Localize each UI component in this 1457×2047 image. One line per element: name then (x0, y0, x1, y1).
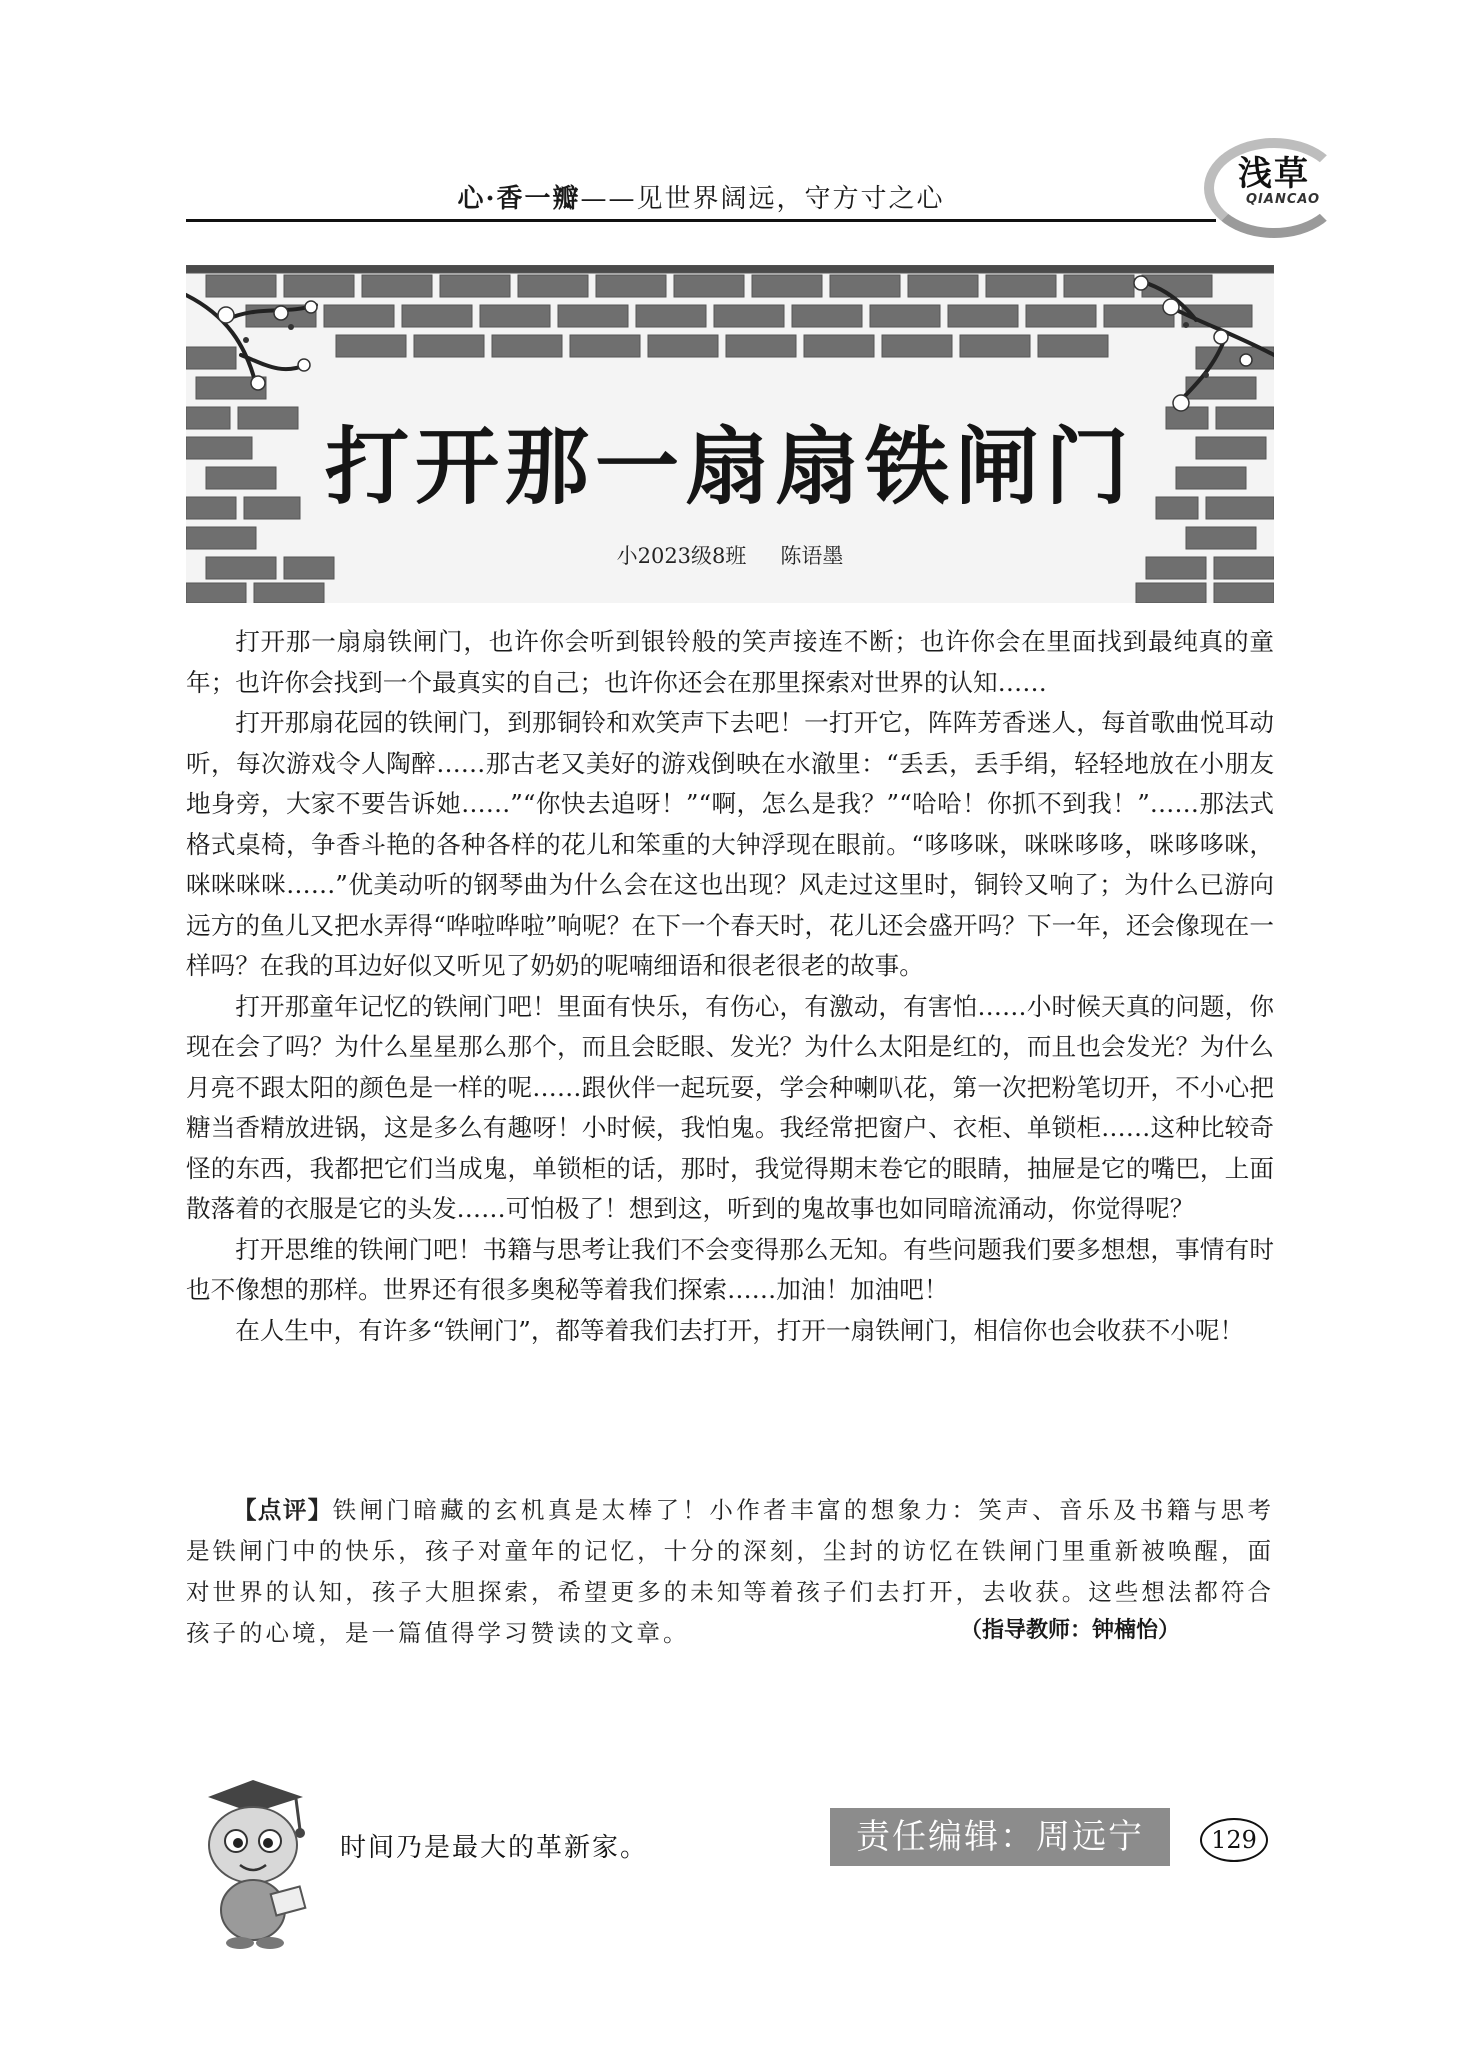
paragraph: 打开那扇花园的铁闸门，到那铜铃和欢笑声下去吧！一打开它，阵阵芳香迷人，每首歌曲悦耳动听，每次游戏令人陶醉……那古老又美好的游戏倒映在水澈里：“丢丢，丢手绢，轻轻地放在小朋友地身旁，大家不要告诉她……”“你快去追呀！”“啊，怎么是我？”“哈哈！你抓不到我！”……那法式格式桌椅，争香斗艳的各种各样的花儿和笨重的大钟浮现在眼前。“哆哆咪，咪咪哆哆，咪哆哆咪，咪咪咪咪……”优美动听的钢琴曲为什么会在这也出现？风走过这里时，铜铃又响了；为什么已游向远方的鱼儿又把水弄得“哗啦哗啦”响呢？在下一个春天时，花儿还会盛开吗？下一年，还会像现在一样吗？在我的耳边好似又听见了奶奶的呢喃细语和很老很老的故事。 (186, 708, 1274, 980)
header-dash: —— (580, 184, 637, 214)
logo-chinese: 浅草 (1238, 154, 1310, 194)
paragraph: 打开那童年记忆的铁闸门吧！里面有快乐，有伤心，有激动，有害怕……小时候天真的问题，你现在会了吗？为什么星星那么那个，而且会眨眼、发光？为什么太阳是红的，而且也会发光？为什么月亮不跟太阳的颜色是一样的呢……跟伙伴一起玩耍，学会种喇叭花，第一次把粉笔切开，不小心把糖当香精放进锅，这是多么有趣呀！小时候，我怕鬼。我经常把窗户、衣柜、单锁柜……这种比较奇怪的东西，我都把它们当成鬼，单锁柜的话，那时，我觉得期末卷它的眼睛，抽屉是它的嘴巴，上面散落着的衣服是它的头发……可怕极了！想到这，听到的鬼故事也如同暗流涌动，你觉得呢？ (186, 991, 1274, 1223)
responsible-editor: 责任编辑：周远宁 (830, 1808, 1170, 1866)
mascot-scholar-icon (178, 1775, 328, 1950)
class-name: 小2023级8班 (616, 544, 747, 568)
author-name: 陈语墨 (780, 544, 844, 568)
paragraph: 在人生中，有许多“铁闸门”，都等着我们去打开，打开一扇铁闸门，相信你也会收获不小呢！ (235, 1315, 1245, 1345)
logo-english: QIANCAO (1246, 192, 1321, 207)
header-slogan: 见世界阔远，守方寸之心 (636, 184, 945, 214)
page-number: 129 (1200, 1818, 1268, 1862)
column-name: 心·香一瓣 (457, 184, 581, 214)
magazine-logo (1200, 128, 1350, 228)
teacher-credit: （指导教师：钟楠怡） (960, 1618, 1181, 1643)
byline (186, 540, 1274, 570)
header-rule (186, 219, 1216, 222)
article-title: 打开那一扇扇铁闸门 (324, 418, 1135, 516)
footer-quote: 时间乃是最大的革新家。 (340, 1833, 649, 1863)
article-body (186, 622, 1274, 1351)
review-tag: 【点评】 (233, 1496, 333, 1524)
paragraph: 打开思维的铁闸门吧！书籍与思考让我们不会变得那么无知。有些问题我们要多想想，事情有时也不像想的那样。世界还有很多奥秘等着我们探索……加油！加油吧！ (186, 1234, 1274, 1304)
running-header (186, 178, 1216, 218)
paragraph: 打开那一扇扇铁闸门，也许你会听到银铃般的笑声接连不断；也许你会在里面找到最纯真的童年；也许你会找到一个最真实的自己；也许你还会在那里探索对世界的认知…… (186, 627, 1274, 697)
review-text: 铁闸门暗藏的玄机真是太棒了！小作者丰富的想象力：笑声、音乐及书籍与思考是铁闸门中的快乐，孩子对童年的记忆，十分的深刻，尘封的访忆在铁闸门里重新被唤醒，面对世界的认知，孩子大胆探索，希望更多的未知等着孩子们去打开，去收获。这些想法都符合孩子的心境，是一篇值得学习赞读的文章。 (186, 1496, 1275, 1647)
